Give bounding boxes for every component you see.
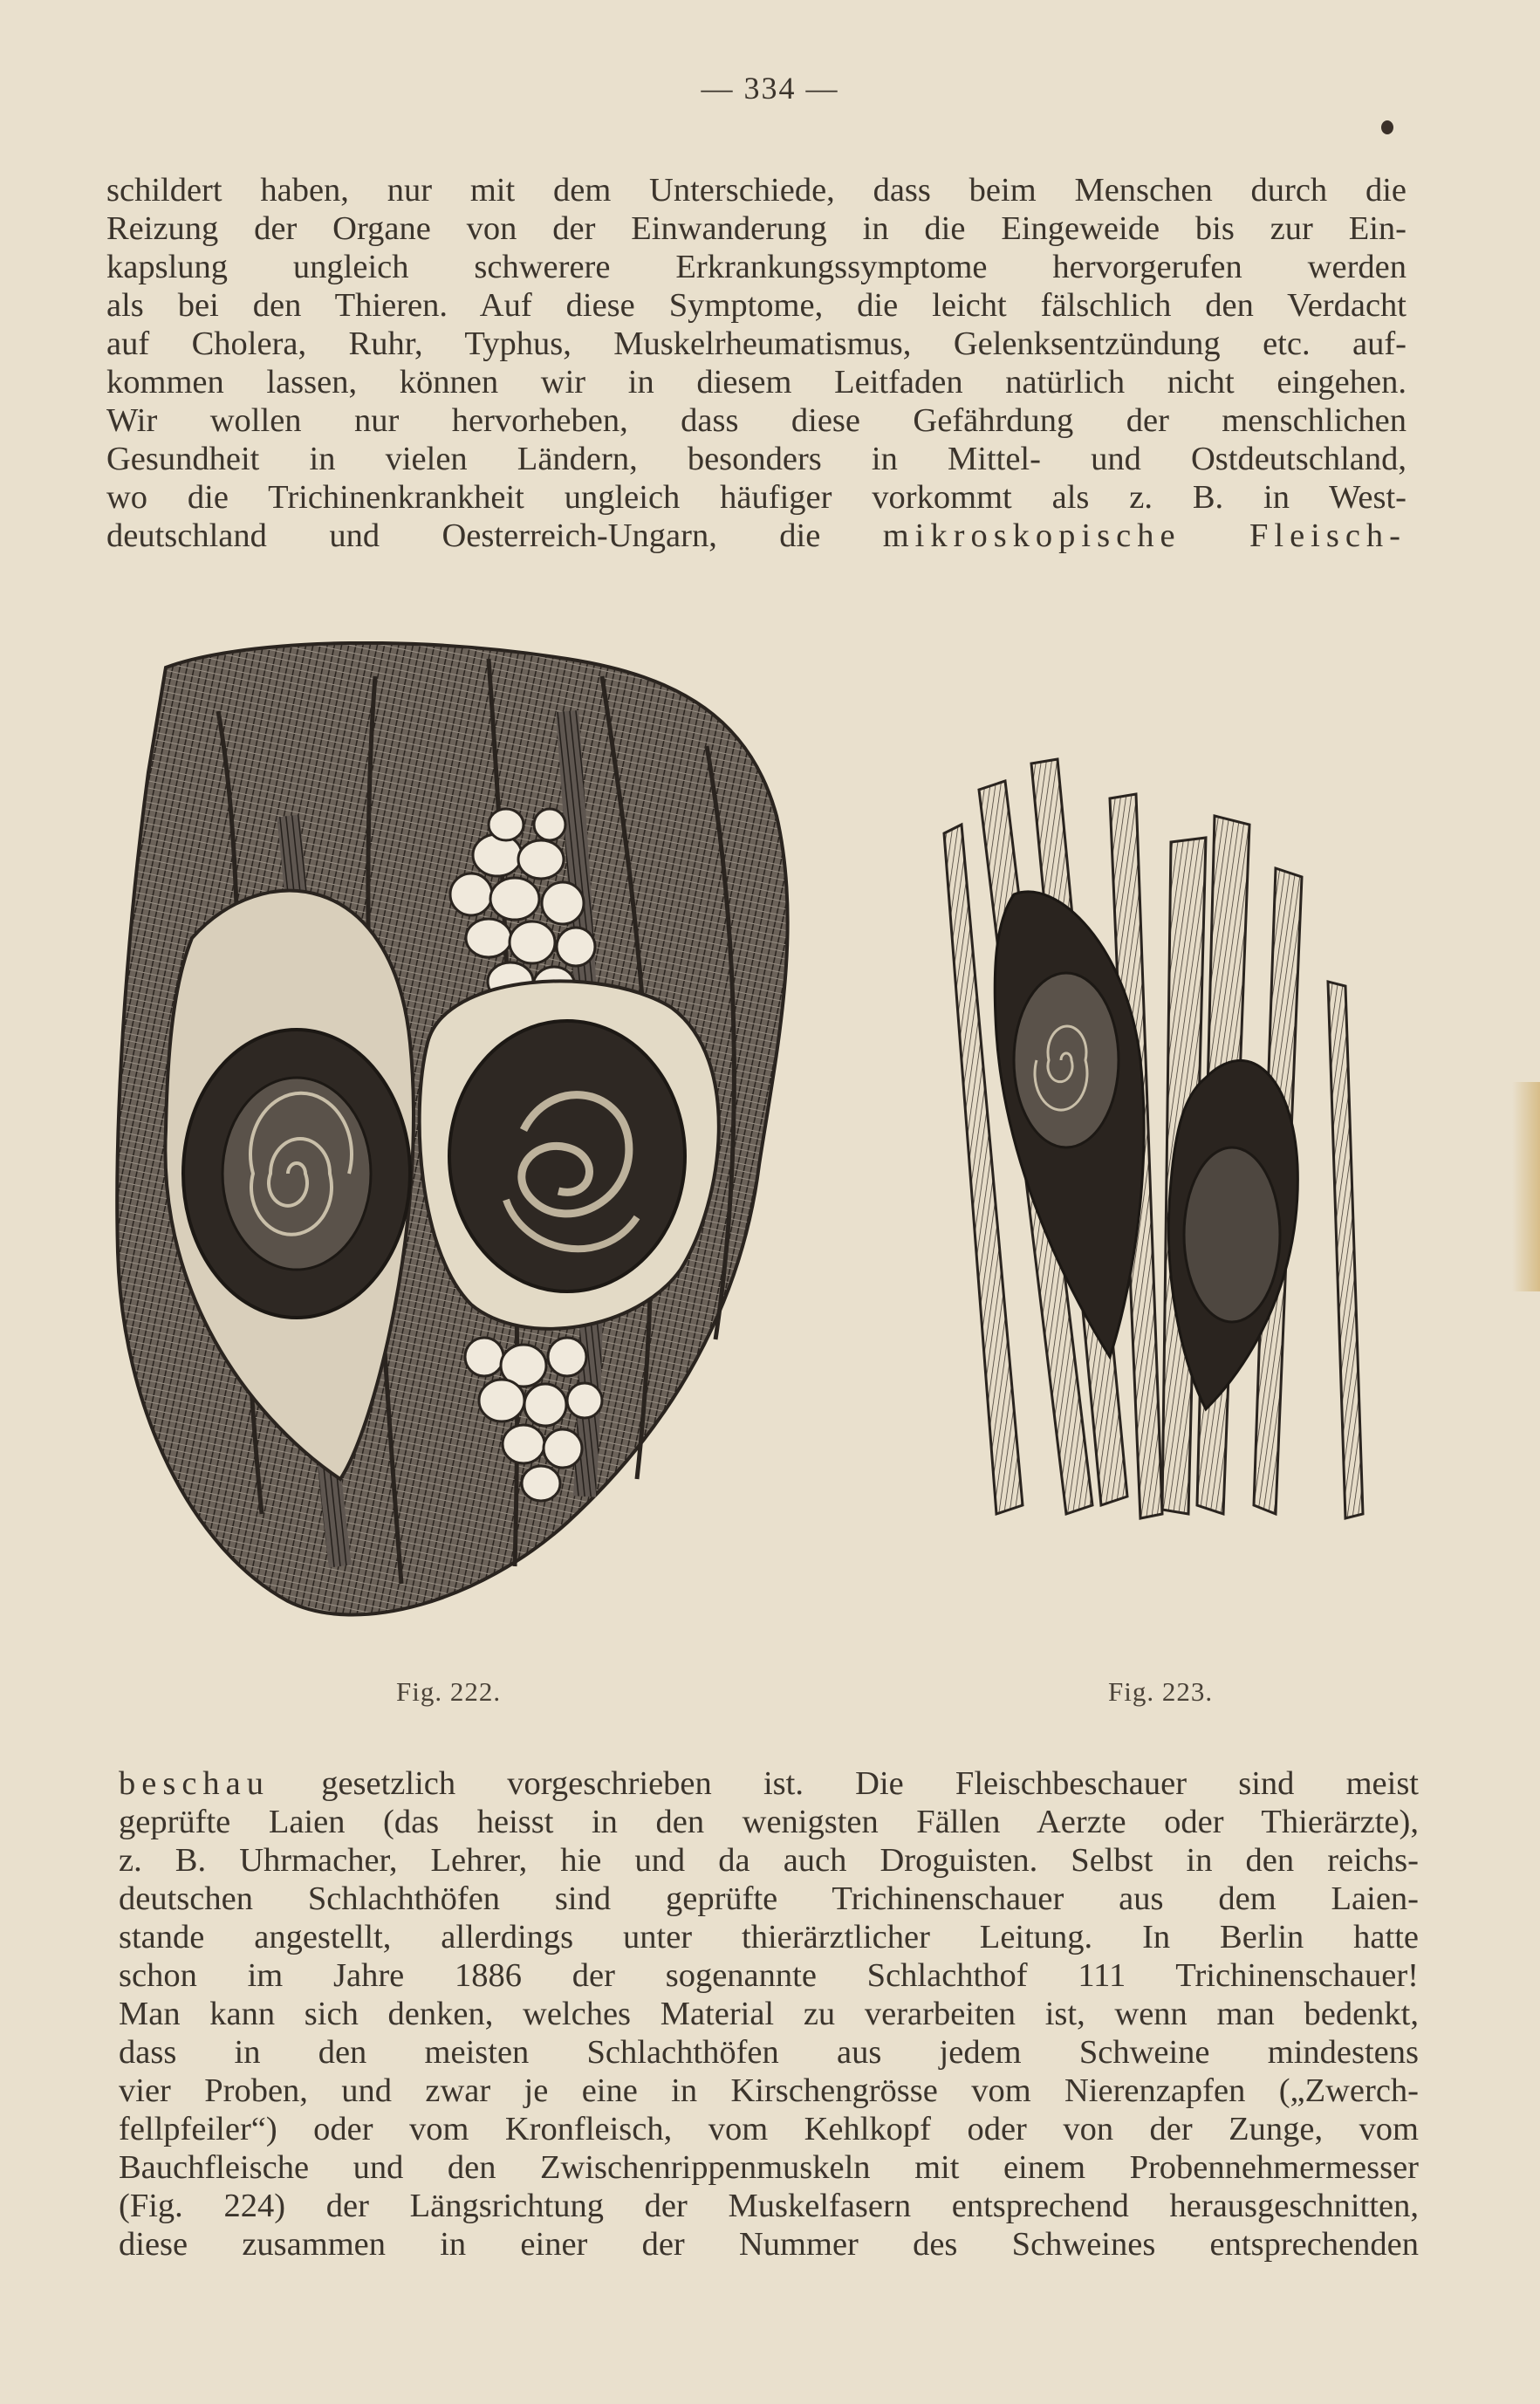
figure-222-caption: Fig. 222. [396, 1676, 502, 1707]
text-line: vier Proben, und zwar je eine in Kirschengrösse vom Nierenzapfen („Zwerch- [119, 2072, 1419, 2109]
text-segment: deutschland und Oesterreich-Ungarn, die [106, 517, 821, 554]
figure-223-caption: Fig. 223. [1108, 1676, 1214, 1707]
text-line [119, 1764, 1419, 1803]
text-line: Wir wollen nur hervorheben, dass diese Gefährdung der menschlichen [106, 402, 1407, 439]
text-line: auf Cholera, Ruhr, Typhus, Muskelrheumatismus, Gelenksentzündung etc. auf- [106, 325, 1407, 362]
text-line: kapslung ungleich schwerere Erkrankungssymptome hervorgerufen werden [106, 249, 1407, 285]
text-line: dass in den meisten Schlachthöfen aus jedem Schweine mindestens [119, 2034, 1419, 2071]
text-line: z. B. Uhrmacher, Lehrer, hie und da auch Droguisten. Selbst in den reichs- [119, 1842, 1419, 1879]
text-line: als bei den Thieren. Auf diese Symptome, die leicht fälschlich den Verdacht [106, 287, 1407, 324]
paragraph-top [106, 171, 1407, 555]
spaced-emphasis: beschau [119, 1765, 270, 1802]
text-line: Bauchfleische und den Zwischenrippenmuskeln mit einem Probennehmermesser [119, 2149, 1419, 2186]
figure-223-illustration [927, 746, 1380, 1540]
text-line: wo die Trichinenkrankheit ungleich häufiger vorkommt als z. B. in West- [106, 479, 1407, 516]
text-line: geprüfte Laien (das heisst in den wenigsten Fällen Aerzte oder Thierärzte), [119, 1804, 1419, 1840]
page-edge-stain [1512, 1082, 1540, 1291]
paragraph-bottom [119, 1764, 1419, 2264]
text-segment: gesetzlich vorgeschrieben ist. Die Fleischbeschauer sind meist [321, 1765, 1419, 1802]
text-line: schildert haben, nur mit dem Unterschiede, dass beim Menschen durch die [106, 172, 1407, 209]
page-number: — 334 — [701, 71, 839, 106]
text-line: (Fig. 224) der Längsrichtung der Muskelfasern entsprechend herausgeschnitten, [119, 2188, 1419, 2224]
text-line: Man kann sich denken, welches Material zu verarbeiten ist, wenn man bedenkt, [119, 1996, 1419, 2032]
text-line: deutschen Schlachthöfen sind geprüfte Trichinenschauer aus dem Laien- [119, 1880, 1419, 1917]
text-line [106, 517, 1407, 555]
figure-222-illustration [113, 641, 794, 1640]
ink-speck [1381, 120, 1393, 134]
text-line: Gesundheit in vielen Ländern, besonders in Mittel- und Ostdeutschland, [106, 441, 1407, 477]
spaced-emphasis: mikroskopische Fleisch- [882, 517, 1407, 554]
text-line: stande angestellt, allerdings unter thierärztlicher Leitung. In Berlin hatte [119, 1919, 1419, 1955]
text-line: fellpfeiler“) oder vom Kronfleisch, vom Kehlkopf oder von der Zunge, vom [119, 2111, 1419, 2147]
text-line: diese zusammen in einer der Nummer des Schweines entsprechenden [119, 2226, 1419, 2263]
text-line: schon im Jahre 1886 der sogenannte Schlachthof 111 Trichinenschauer! [119, 1957, 1419, 1994]
text-line: kommen lassen, können wir in diesem Leitfaden natürlich nicht eingehen. [106, 364, 1407, 401]
text-line: Reizung der Organe von der Einwanderung in die Eingeweide bis zur Ein- [106, 210, 1407, 247]
